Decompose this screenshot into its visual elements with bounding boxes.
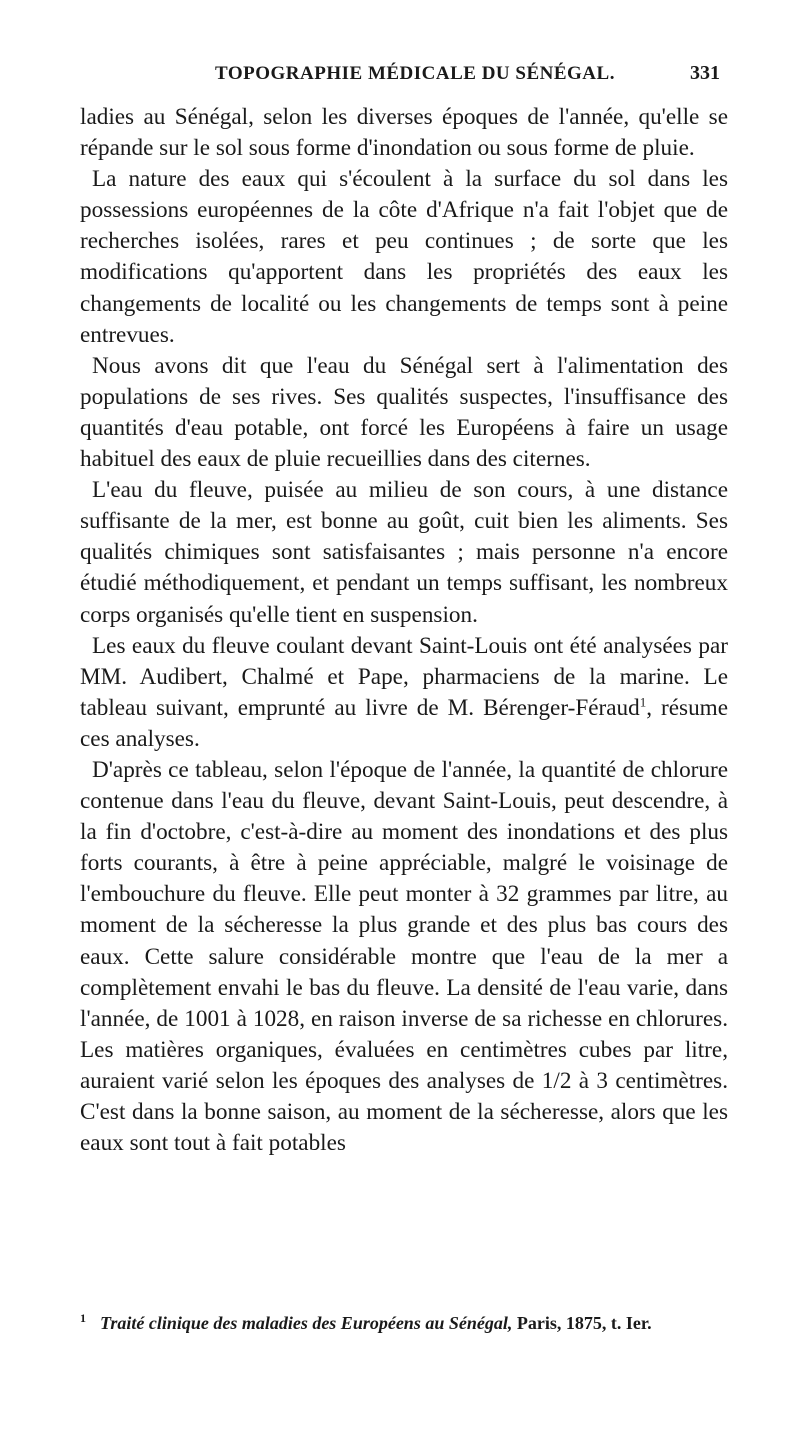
page-number: 331 — [690, 62, 720, 84]
page-header — [80, 62, 720, 92]
running-title: TOPOGRAPHIE MÉDICALE DU SÉNÉGAL. — [215, 63, 615, 84]
footnote — [80, 1306, 730, 1335]
body-text — [80, 102, 728, 1159]
footnote-marker: 1 — [80, 1311, 86, 1325]
paragraph: Nous avons dit que l'eau du Sénégal sert à l'alimentation des populations de ses rives. Ses qualités suspectes, l'insuffisance des quantités d'eau potable, ont forcé les Européens à faire un usage habituel des eaux de pluie recueillies dans des citernes. — [80, 352, 728, 473]
paragraph: La nature des eaux qui s'écoulent à la surface du sol dans les possessions européennes de la côte d'Afrique n'a fait l'objet que de recherches isolées, rares et peu continues ; de sorte que les modifications qu'apportent dans les propriétés des eaux les changements de localité ou les changements de temps sont à peine entrevues. — [80, 166, 728, 348]
footnote-reference[interactable]: 1 — [639, 694, 647, 710]
paragraph-text: Les eaux du fleuve coulant devant Saint-Louis ont été analysées par MM. Audibert, Chalmé et Pape, pharmaciens de la marine. Le tableau suivant, emprunté au livre de M. Bérenger-Féraud — [80, 632, 728, 721]
paragraph: ladies au Sénégal, selon les diverses époques de l'année, qu'elle se répande sur le sol sous forme d'inondation ou sous forme de pluie. — [80, 104, 728, 162]
paragraph: L'eau du fleuve, puisée au milieu de son cours, à une distance suffisante de la mer, est bonne au goût, cuit bien les aliments. Ses qualités chimiques sont satisfaisantes ; mais personne n'a encore étudié méthodiquement, et pendant un temps suffisant, les nombreux corps organisés qu'elle tient en suspension. — [80, 477, 728, 628]
paragraph — [80, 631, 728, 755]
footnote-title: Traité clinique des maladies des Européens au Sénégal, — [100, 1313, 513, 1333]
paragraph-text: , résume ces analyses. — [80, 694, 728, 752]
footnote-text: Paris, 1875, t. Ier. — [512, 1313, 652, 1333]
paragraph: D'après ce tableau, selon l'époque de l'année, la quantité de chlorure contenue dans l'eau du fleuve, devant Saint-Louis, peut descendre, à la fin d'octobre, c'est-à-dire au moment des inondations et des plus forts courants, à être à peine appréciable, malgré le voisinage de l'embouchure du fleuve. Elle peut monter à 32 grammes par litre, au moment de la sécheresse la plus grande et des plus bas cours des eaux. Cette salure considérable montre que l'eau de la mer a complètement envahi le bas du fleuve. La densité de l'eau varie, dans l'année, de 1001 à 1028, en raison inverse de sa richesse en chlorures. Les matières organiques, évaluées en centimètres cubes par litre, auraient varié selon les époques des analyses de 1/2 à 3 centimètres. C'est dans la bonne saison, au moment de la sécheresse, alors que les eaux sont tout à fait potables — [80, 756, 728, 1157]
